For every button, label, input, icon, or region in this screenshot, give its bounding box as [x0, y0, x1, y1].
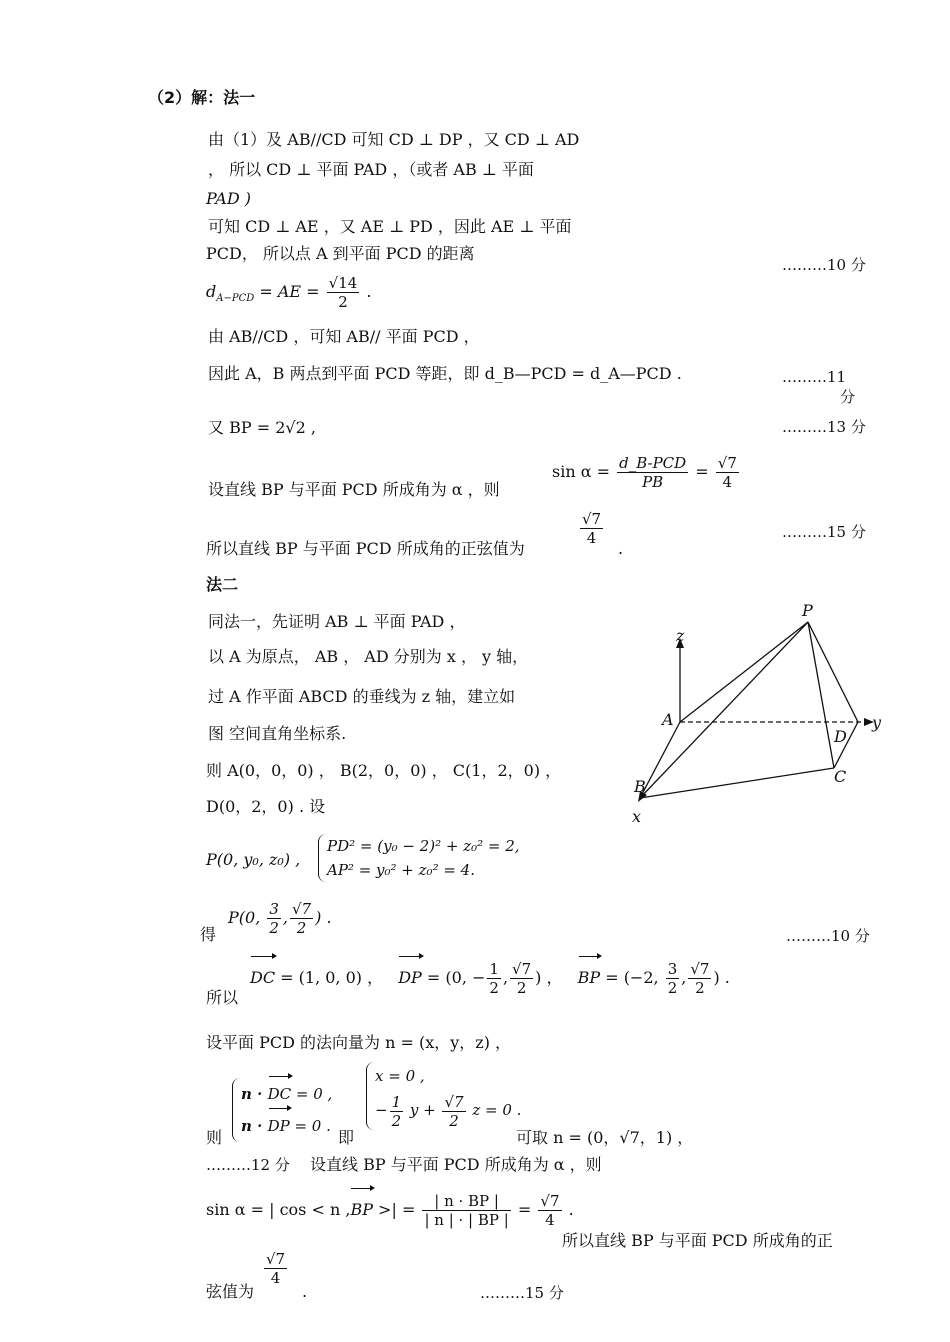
m2-system-1	[318, 834, 520, 882]
num: √7	[540, 1192, 560, 1210]
frac-sqrt7-2	[442, 1093, 465, 1130]
frac-d-pb	[617, 454, 688, 491]
vec-dp: DP	[268, 1110, 290, 1142]
num: √14	[328, 274, 358, 292]
den: 2	[667, 979, 678, 997]
label-B: B	[634, 777, 646, 796]
sin-lhs: sin α = | cos < n ,	[206, 1200, 351, 1219]
vec-dc: DC	[268, 1078, 292, 1110]
den: 4	[270, 1269, 281, 1287]
m2-p-def: P(0, y₀, z₀) ,	[206, 850, 301, 869]
m2-system-expanded	[366, 1062, 521, 1130]
label-C: C	[834, 767, 847, 786]
frac-sqrt7-4	[716, 454, 739, 491]
den: 4	[722, 473, 733, 491]
frac-sqrt7-4	[264, 1250, 287, 1287]
m2-ze: 则	[206, 1128, 223, 1147]
m2-p-result: P(0, $\frac{3}{2}$ , $\frac{√7}{2}$ ) .	[228, 900, 332, 937]
x-axis	[640, 722, 680, 798]
d-symbol: d	[206, 282, 217, 301]
den: 2	[296, 919, 307, 937]
m2-line1: 同法一，先证明 AB ⊥ 平面 PAD ，	[208, 612, 466, 631]
vec-bp: BP	[350, 1190, 373, 1230]
den: 2	[391, 1111, 402, 1130]
m1-distance-formula: $d_{A-PCD}$ = AE = $\frac{√14}{2}$ .	[206, 274, 372, 311]
vec-dp: DP	[398, 958, 422, 998]
sys-row1: PD² = (y₀ − 2)² + z₀² = 2,	[327, 837, 520, 855]
num: 1	[391, 1092, 402, 1111]
eq-zero: = 0 .	[289, 1117, 331, 1135]
m2-ji: 即	[338, 1128, 355, 1147]
eq-ae: = AE =	[254, 282, 325, 301]
p-open: P(0,	[228, 908, 266, 927]
score-10-a: ………10 分	[782, 256, 866, 274]
equation-system	[318, 834, 520, 882]
m2-sin-formula	[206, 1190, 574, 1230]
num: √7	[266, 1250, 286, 1268]
num: 3	[269, 900, 279, 918]
num: √7	[582, 510, 602, 528]
score-11: ………11	[782, 368, 847, 386]
label-x: x	[632, 807, 642, 826]
sin-lhs: sin α =	[552, 462, 616, 481]
frac-sqrt7-4	[580, 510, 603, 547]
normal-system	[232, 1078, 332, 1142]
num: √7	[444, 1092, 464, 1111]
den: 4	[545, 1211, 555, 1229]
eq-zero: = 0 ,	[291, 1085, 333, 1103]
vec-dc: DC	[250, 958, 275, 998]
sysA-row2	[241, 1110, 332, 1142]
n-bold: n ·	[241, 1085, 268, 1103]
num: √7	[292, 900, 312, 918]
edge-PC	[808, 622, 834, 768]
m1-sin-formula	[552, 452, 741, 492]
vec-dc-val: = (1, 0, 0) ，	[275, 968, 384, 987]
n-bold: n ·	[241, 1117, 268, 1135]
label-A: A	[662, 710, 674, 729]
num: √7	[690, 960, 710, 978]
frac-3-2	[267, 900, 281, 937]
num: d_B-PCD	[619, 454, 687, 472]
m2-line3: 过 A 作平面 ABCD 的垂线为 z 轴，建立如	[208, 687, 516, 706]
m2-line14: 弦值为	[206, 1282, 255, 1301]
den: 2	[489, 979, 499, 997]
den: 2	[695, 979, 705, 997]
m2-line2: 以 A 为原点， AB ， AD 分别为 x ， y 轴，	[208, 647, 529, 666]
den: 2	[338, 293, 348, 311]
eq: =	[690, 462, 714, 481]
expanded-system	[366, 1062, 521, 1130]
frac-sqrt7-2	[510, 960, 533, 997]
score-12: ………12 分	[206, 1156, 290, 1174]
vec-bp: BP	[578, 958, 601, 998]
m2-line4: 图 空间直角坐标系.	[208, 724, 347, 743]
m1-line3: PAD )	[206, 189, 252, 208]
score-15-a: ………15 分	[782, 523, 866, 541]
frac-sqrt7-2	[290, 900, 313, 937]
m2-line6: D(0，2，0) . 设	[206, 797, 326, 816]
m2-answer-frac	[262, 1250, 289, 1287]
frac-sqrt14-2	[327, 274, 360, 311]
score-15-b: ………15 分	[480, 1284, 564, 1302]
score-11-unit: 分	[840, 388, 856, 406]
m1-line4: 可知 CD ⊥ AE ，又 AE ⊥ PD ，因此 AE ⊥ 平面	[208, 217, 572, 236]
m2-keqv: 可取 n = (0，√7，1) ，	[516, 1128, 694, 1147]
score-10-b: ………10 分	[786, 927, 870, 945]
vec-dp-a: = (0, −	[421, 968, 486, 987]
m2-line13: 所以直线 BP 与平面 PCD 所成角的正	[562, 1231, 833, 1250]
den: | n | · | BP |	[424, 1211, 509, 1229]
sys-row2: AP² = y₀² + z₀² = 4.	[327, 861, 475, 879]
m2-vectors: DC = (1, 0, 0) ， DP = (0, − $\frac{1}{2}$ , $\frac{√7}{2}$ ) ， BP = (−2, $\frac{3}{2}$ , $\frac{√7}{2}$ ) .	[250, 960, 730, 997]
frac-sqrt7-4	[538, 1192, 561, 1229]
den: 2	[516, 979, 527, 997]
num: 3	[667, 960, 678, 978]
m2-line5: 则 A(0，0，0) ， B(2，0，0) ， C(1，2，0) ，	[206, 761, 562, 780]
m2-line12: 设直线 BP 与平面 PCD 所成角为 α ，则	[310, 1155, 602, 1174]
m2-de: 得	[200, 925, 217, 944]
p-close: ) .	[315, 908, 332, 927]
minus: −	[375, 1101, 388, 1119]
num: 1	[489, 960, 499, 978]
edge-BC	[640, 768, 834, 798]
frac-dot-over-norms	[422, 1192, 510, 1229]
m1-line9: 又 BP = 2√2 ,	[208, 418, 316, 437]
m2-system-n	[232, 1078, 332, 1142]
vec-bp-a: = (−2,	[600, 968, 664, 987]
m2-line10: 设平面 PCD 的法向量为 n = (x，y，z) ，	[206, 1033, 512, 1052]
method1-header: （2）解：法一	[148, 88, 256, 107]
label-D: D	[834, 727, 847, 746]
end: .	[563, 1200, 574, 1219]
edge-PD	[808, 622, 858, 722]
label-y: y	[872, 713, 882, 732]
m2-suoyi: 所以	[206, 988, 239, 1007]
den: PB	[642, 473, 664, 491]
den: 4	[586, 529, 597, 547]
frac-3-2	[666, 960, 680, 997]
m1-line10: 设直线 BP 与平面 PCD 所成角为 α ，则	[208, 480, 500, 499]
m1-line5: PCD， 所以点 A 到平面 PCD 的距离	[206, 244, 475, 263]
den: 2	[449, 1111, 459, 1130]
score-13: ………13 分	[782, 418, 866, 436]
num: | n · BP |	[422, 1192, 510, 1211]
method2-header: 法二	[206, 575, 239, 594]
pyramid-figure	[620, 598, 890, 828]
m1-line11: 所以直线 BP 与平面 PCD 所成角的正弦值为	[206, 539, 525, 558]
num: √7	[512, 960, 532, 978]
vec-dp-end: ) ，	[535, 968, 563, 987]
m1-line8: 因此 A，B 两点到平面 PCD 等距，即 d_B—PCD = d_A—PCD .	[208, 364, 682, 383]
y-plus: y +	[405, 1101, 441, 1119]
m1-line1: 由（1）及 AB//CD 可知 CD ⊥ DP ，又 CD ⊥ AD	[208, 130, 580, 149]
m1-answer-end: .	[618, 539, 624, 558]
eq: =	[512, 1200, 537, 1219]
label-P: P	[802, 601, 813, 620]
frac-sqrt7-2	[688, 960, 711, 997]
sin-mid: >| =	[372, 1200, 421, 1219]
sysB-row1: x = 0 ,	[375, 1067, 425, 1085]
m2-answer-end: .	[302, 1282, 308, 1301]
d-subscript: A−PCD	[216, 293, 255, 305]
sysB-row2	[375, 1090, 521, 1130]
num: √7	[717, 454, 737, 472]
edge-PA	[680, 622, 808, 722]
frac-1-2	[487, 960, 501, 997]
m1-line2: ， 所以 CD ⊥ 平面 PAD ，（或者 AB ⊥ 平面	[208, 160, 534, 179]
z-eq: z = 0 .	[467, 1101, 522, 1119]
vec-bp-end: ) .	[713, 968, 730, 987]
den: 2	[269, 919, 279, 937]
m1-line7: 由 AB//CD ，可知 AB// 平面 PCD ，	[208, 327, 480, 346]
frac-1-2	[390, 1093, 404, 1130]
m1-answer-frac	[578, 510, 605, 547]
label-z: z	[676, 626, 685, 645]
